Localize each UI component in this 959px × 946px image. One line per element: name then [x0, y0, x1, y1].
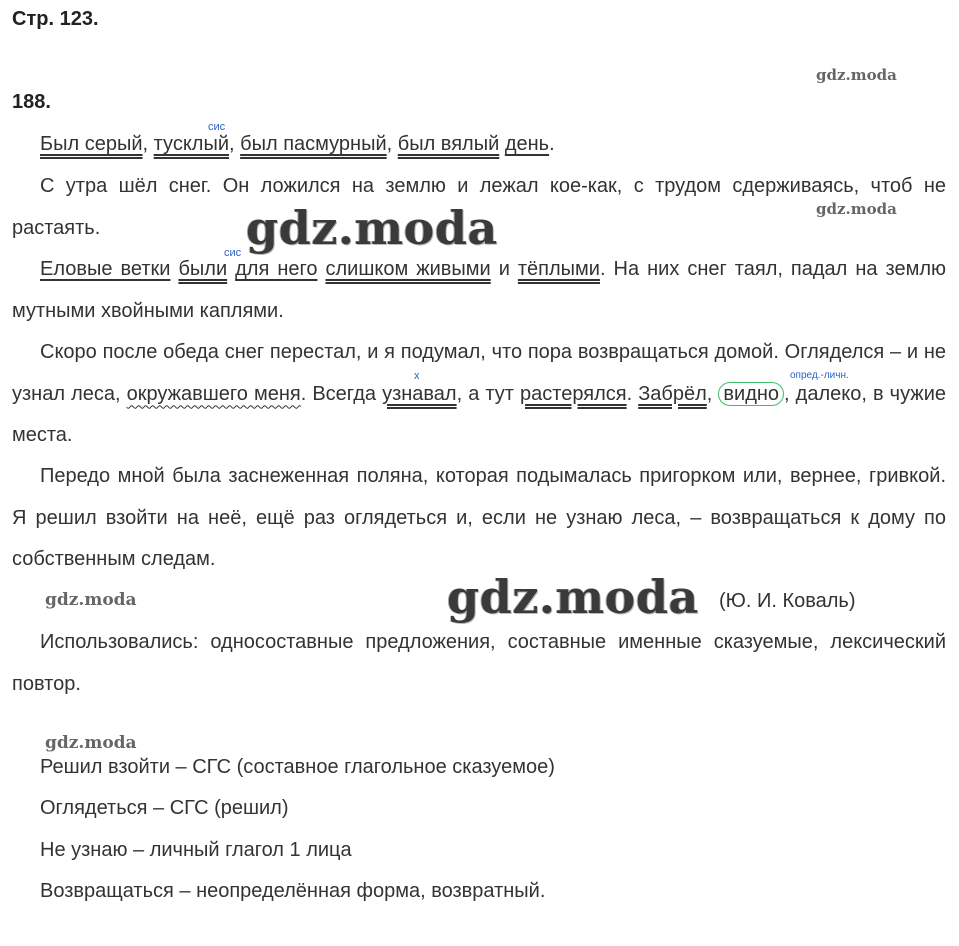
paragraph-2: С утра шёл снег. Он ложился на землю и лежал кое-как, с трудом сдерживаясь, чтоб не растаять. [12, 175, 946, 239]
used-constructions: Использовались: односоставные предложения, составные именные сказуемые, лексический повтор. [12, 631, 946, 695]
predicate-were: были [178, 258, 228, 280]
annotation-sis-2: сис [224, 247, 242, 259]
author-attribution: (Ю. И. Коваль) [719, 590, 856, 612]
predicate-recognized: узнавал [382, 382, 457, 405]
task-number: 188. [12, 91, 51, 113]
watermark-large: gdz.moda [246, 201, 498, 255]
predicate-wandered: Забрёл [638, 382, 707, 405]
subject-spruce-branches: Еловые ветки [40, 258, 171, 280]
predicate-cloudy: был пасмурный [240, 133, 387, 155]
predicate-sluggish: был вялый [397, 133, 500, 155]
annotation-sis-1: сис [208, 121, 226, 133]
watermark-large: gdz.moda [447, 570, 699, 624]
watermark: gdz.moda [45, 733, 137, 753]
page-header: Стр. 123. [12, 8, 99, 30]
predicate-warm: тёплыми [517, 258, 600, 280]
introductory-word-circle: видно [718, 382, 784, 406]
watermark: gdz.moda [45, 590, 137, 610]
analysis-line: Возвращаться – неопределённая форма, возвратный. [40, 880, 546, 902]
predicate-got-lost: растерялся [520, 382, 627, 405]
annotation-x-mark: х [414, 370, 420, 382]
object-for-it: для него [235, 258, 318, 280]
paragraph-3: Еловые ветки были для него слишком живыми и тёплыми. На них снег таял, падал на землю мутными хвойными каплями. [12, 258, 947, 322]
predicate-dull: тусклый [153, 133, 230, 155]
annotation-opred-lichn: опред.-личн. [790, 370, 849, 381]
predicate-was-gray: Был серый [40, 133, 143, 155]
participle-surrounding-me: окружавшего меня [126, 382, 301, 405]
watermark: gdz.moda [816, 200, 897, 218]
subject-day: день [504, 133, 550, 155]
analysis-line: Оглядеться – СГС (решил) [40, 797, 289, 819]
paragraph-4: Скоро после обеда снег перестал, и я подумал, что пора возвращаться домой. Огляделся – и не узнал леса, окружавшего меня. Всегда узнавал, а тут растерялся. Забрёл, видно , далеко, в чужие места. [12, 341, 946, 446]
paragraph-1: Был серый, тусклый, был пасмурный, был вялый день. [40, 133, 555, 155]
watermark: gdz.moda [816, 66, 897, 84]
paragraph-5: Передо мной была заснеженная поляна, которая подымалась пригорком или, вернее, гривкой. Я решил взойти на неё, ещё раз оглядеться и, если не узнаю леса, – возвращаться к дому по собственным следам. [12, 465, 946, 570]
analysis-line: Решил взойти – СГС (составное глагольное сказуемое) [40, 756, 555, 778]
analysis-line: Не узнаю – личный глагол 1 лица [40, 839, 352, 861]
predicate-too-alive: слишком живыми [325, 258, 491, 280]
